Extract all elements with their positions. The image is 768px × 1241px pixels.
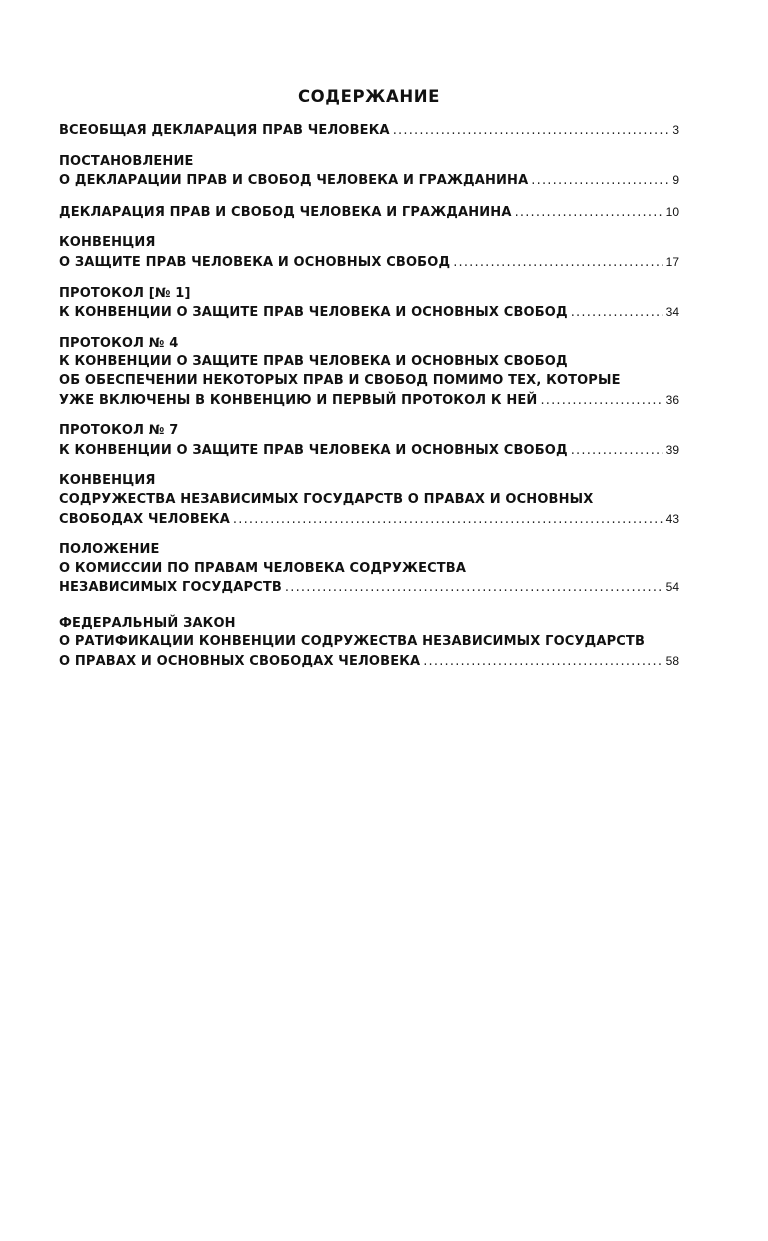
toc-entry-text: О ПРАВАХ И ОСНОВНЫХ СВОБОДАХ ЧЕЛОВЕКА <box>59 654 421 670</box>
toc-entry-line: ПОСТАНОВЛЕНИЕ <box>59 153 194 169</box>
toc-page-number: 43 <box>665 511 679 526</box>
toc-page-number: 54 <box>665 580 679 595</box>
toc-page-number: 17 <box>665 254 679 269</box>
toc-entry-text: О ДЕКЛАРАЦИИ ПРАВ И СВОБОД ЧЕЛОВЕКА И ГРАЖДАНИНА <box>59 173 529 189</box>
toc-entry-last-line <box>59 578 679 598</box>
toc-entry[interactable] <box>59 422 679 460</box>
toc-entry-last-line <box>59 253 679 273</box>
dot-leader <box>571 304 663 323</box>
toc-page-number: 10 <box>665 204 679 219</box>
toc-entry-last-line <box>59 652 679 672</box>
dot-leader <box>285 579 663 598</box>
toc-entry[interactable] <box>59 472 679 529</box>
toc-entry-line: ПРОТОКОЛ № 4 <box>59 335 179 351</box>
toc-entry-text: СВОБОДАХ ЧЕЛОВЕКА <box>59 511 230 527</box>
toc-entry-line: ПРОТОКОЛ № 7 <box>59 423 179 439</box>
toc-entry-line: КОНВЕНЦИЯ <box>59 473 156 489</box>
toc-title: СОДЕРЖАНИЕ <box>297 87 441 106</box>
toc-entry[interactable] <box>59 285 679 323</box>
dot-leader <box>393 122 670 141</box>
dot-leader <box>540 392 662 411</box>
dot-leader <box>571 442 663 461</box>
toc-list <box>59 121 679 672</box>
toc-entry[interactable] <box>59 234 679 272</box>
toc-entry-last-line <box>59 303 679 323</box>
toc-entry-line: О РАТИФИКАЦИИ КОНВЕНЦИИ СОДРУЖЕСТВА НЕЗАВИСИМЫХ ГОСУДАРСТВ <box>59 634 646 650</box>
toc-entry-line: ФЕДЕРАЛЬНЫЙ ЗАКОН <box>59 615 236 631</box>
toc-entry-last-line <box>59 171 679 191</box>
toc-entry-last-line <box>59 391 679 411</box>
toc-entry-line: К КОНВЕНЦИИ О ЗАЩИТЕ ПРАВ ЧЕЛОВЕКА И ОСНОВНЫХ СВОБОД <box>59 354 568 370</box>
toc-entry-last-line <box>59 121 679 141</box>
toc-entry-line: СОДРУЖЕСТВА НЕЗАВИСИМЫХ ГОСУДАРСТВ О ПРАВАХ И ОСНОВНЫХ <box>59 491 594 507</box>
toc-entry-last-line <box>59 203 679 223</box>
toc-entry-text: О ЗАЩИТЕ ПРАВ ЧЕЛОВЕКА И ОСНОВНЫХ СВОБОД <box>59 254 451 270</box>
toc-page-number: 39 <box>665 442 679 457</box>
toc-entry-line: ОБ ОБЕСПЕЧЕНИИ НЕКОТОРЫХ ПРАВ И СВОБОД ПОМИМО ТЕХ, КОТОРЫЕ <box>59 372 621 388</box>
toc-entry-last-line <box>59 441 679 461</box>
toc-entry-line: О КОМИССИИ ПО ПРАВАМ ЧЕЛОВЕКА СОДРУЖЕСТВА <box>59 560 467 576</box>
toc-page <box>59 86 679 684</box>
toc-entry[interactable] <box>59 121 679 141</box>
toc-entry-line: ПОЛОЖЕНИЕ <box>59 542 160 558</box>
toc-page-number: 36 <box>665 392 679 407</box>
toc-entry-last-line <box>59 510 679 530</box>
toc-entry[interactable] <box>59 203 679 223</box>
dot-leader <box>531 172 669 191</box>
toc-entry[interactable] <box>59 153 679 191</box>
toc-entry[interactable] <box>59 335 679 410</box>
toc-page-number: 58 <box>665 654 679 669</box>
toc-page-number: 3 <box>672 123 679 137</box>
toc-entry[interactable] <box>59 541 679 598</box>
toc-page-number: 9 <box>672 173 679 188</box>
toc-entry-line: КОНВЕНЦИЯ <box>59 235 156 251</box>
toc-page-number: 34 <box>665 305 679 320</box>
dot-leader <box>233 511 663 530</box>
toc-entry-text: НЕЗАВИСИМЫХ ГОСУДАРСТВ <box>59 580 282 596</box>
dot-leader <box>423 653 662 672</box>
dot-leader <box>515 204 663 223</box>
toc-entry-text: ВСЕОБЩАЯ ДЕКЛАРАЦИЯ ПРАВ ЧЕЛОВЕКА <box>59 123 390 138</box>
toc-entry-text: К КОНВЕНЦИИ О ЗАЩИТЕ ПРАВ ЧЕЛОВЕКА И ОСНОВНЫХ СВОБОД <box>59 442 568 458</box>
dot-leader <box>453 254 662 273</box>
toc-entry[interactable] <box>59 615 679 672</box>
toc-entry-text: УЖЕ ВКЛЮЧЕНЫ В КОНВЕНЦИЮ И ПЕРВЫЙ ПРОТОКОЛ К НЕЙ <box>59 392 538 408</box>
toc-entry-text: К КОНВЕНЦИИ О ЗАЩИТЕ ПРАВ ЧЕЛОВЕКА И ОСНОВНЫХ СВОБОД <box>59 305 568 321</box>
toc-entry-text: ДЕКЛАРАЦИЯ ПРАВ И СВОБОД ЧЕЛОВЕКА И ГРАЖДАНИНА <box>59 204 512 220</box>
toc-entry-line: ПРОТОКОЛ [№ 1] <box>59 285 191 301</box>
